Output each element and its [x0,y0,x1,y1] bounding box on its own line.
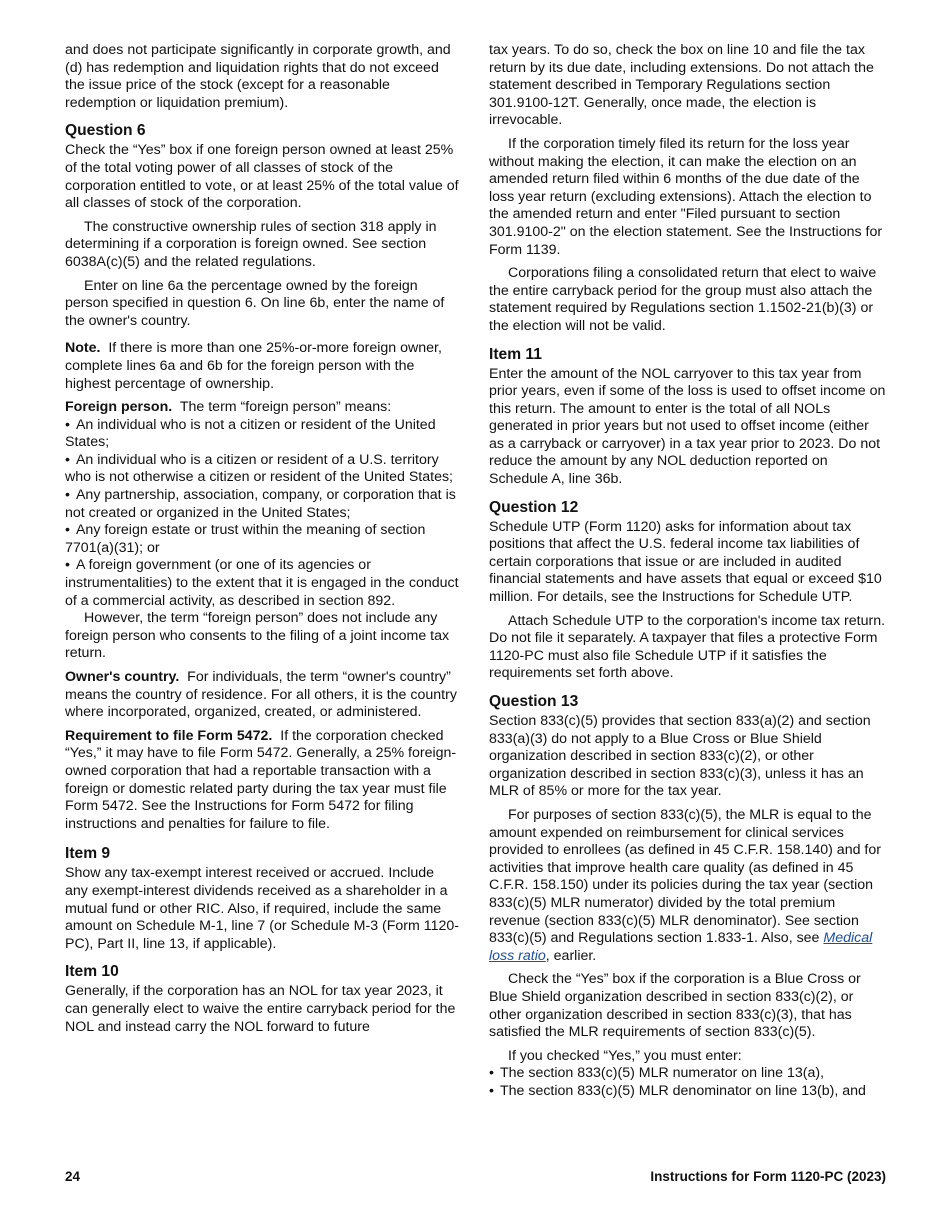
foreign-person-text: The term “foreign person” means: [179,399,392,416]
heading-item-9: Item 9 [65,845,111,863]
heading-question-13: Question 13 [489,693,579,710]
paragraph: Generally, if the corporation has an NOL for tax year 2023, it can generally elect to waive the entire carryback period for the NOL and instead carry the NOL forward to future [65,983,456,1035]
paragraph: If you checked “Yes,” you must enter: [508,1047,742,1064]
mlr-list [489,1065,886,1100]
note-paragraph [65,340,460,393]
list-item: • An individual who is not a citizen or resident of the United States; [65,417,460,452]
paragraph: Enter the amount of the NOL carryover to this tax year from prior years, even if some of the loss is used to offset income on this return. The amount to enter is the total of all NOLs generated in prior years but not used to offset income (either as a carryback or carryover) in a tax year prior to 2023. Do not reduce the amount by any NOL deduction reported on Schedule A, line 36b. [489,365,886,488]
paragraph: Schedule UTP (Form 1120) asks for information about tax positions that affect the U.S. federal income tax liabilities of certain corporations that issue or are included in audited financial statements and have assets that equal or exceed $10 million. For details, see the Instructions for Schedule UTP. [489,518,882,606]
requirement-text: If the corporation checked “Yes,” it may have to file Form 5472. Generally, a 25% foreign-owned corporation that had a reportable transaction with a foreign or domestic related party during the tax year must file Form 5472. See the Instructions for Form 5472 for filing instructions and penalties for failure to file. [65,727,457,832]
foreign-person-paragraph [65,399,460,417]
paragraph [489,807,886,965]
list-item: • An individual who is a citizen or resident of a U.S. territory who is not otherwise a citizen or resident of the United States; [65,452,460,487]
owners-country-label: Owner's country. [65,669,180,685]
paragraph: The constructive ownership rules of section 318 apply in determining if a corporation is foreign owned. See section 6038A(c)(5) and the related regulations. [65,218,437,270]
note-text: If there is more than one 25%-or-more foreign owner, complete lines 6a and 6b for the foreign person with the highest percentage of ownership. [65,340,442,392]
heading-question-12: Question 12 [489,498,579,516]
paragraph: Section 833(c)(5) provides that section 833(a)(2) and section 833(a)(3) do not apply to a Blue Cross or Blue Shield organization described in section 833(c)(2), or other organization described in section 833(c)(3), unless it has an MLR of 85% or more for the tax year. [489,713,871,800]
left-column [65,42,460,1042]
page-number: 24 [65,1169,81,1184]
owners-country-text: For individuals, the term “owner's country” means the country of residence. For all others, it is the country where incorporated, organized, created, or administered. [65,669,457,721]
list-item: • Any partnership, association, company, or corporation that is not created or organized in the United States; [65,487,460,522]
paragraph: and does not participate significantly in corporate growth, and (d) has redemption and liquidation rights that do not exceed the issue price of the stock (except for a reasonable redemption or liquidation premium). [65,42,451,111]
paragraph: However, the term “foreign person” does not include any foreign person who consents to the filing of a joint income tax return. [65,610,450,662]
heading-question-6: Question 6 [65,122,146,140]
requirement-label: Requirement to file Form 5472. [65,727,273,744]
list-item: • The section 833(c)(5) MLR numerator on line 13(a), [489,1065,886,1083]
foreign-person-list [65,417,460,611]
heading-item-10: Item 10 [65,963,119,981]
list-item: • A foreign government (or one of its agencies or instrumentalities) to the extent that it is engaged in the conduct of a commercial activity, as described in section 892. [65,557,460,610]
paragraph: Show any tax-exempt interest received or accrued. Include any exempt-interest dividends received as a shareholder in a mutual fund or other RIC. Also, if required, include the same amount on Schedule M-1, line 7 (or Schedule M-3 (Form 1120-PC), Part II, line 13, if applicable). [65,865,460,952]
right-column [489,42,886,1100]
heading-item-11: Item 11 [489,345,542,363]
mlr-text-end: , earlier. [545,947,597,964]
paragraph: Enter on line 6a the percentage owned by the foreign person specified in question 6. On line 6b, enter the name of the owner's country. [65,277,445,329]
document-title: Instructions for Form 1120-PC (2023) [650,1169,886,1184]
note-label: Note. [65,340,101,357]
foreign-person-label: Foreign person. [65,399,173,416]
owners-country-paragraph [65,669,460,722]
paragraph: Corporations filing a consolidated return that elect to waive the entire carryback period for the group must also attach the statement required by Regulations section 1.1502-21(b)(3) or the election will not be valid. [489,265,877,334]
paragraph: tax years. To do so, check the box on line 10 and file the tax return by its due date, including extensions. Do not attach the statement described in Temporary Regulations section 301.9100-12T. Generally, once made, the election is irrevocable. [489,42,874,129]
paragraph: Check the “Yes” box if one foreign person owned at least 25% of the total voting power of all classes of stock of the corporation entitled to vote, or at least 25% of the total value of all classes of stock of the corporation. [65,142,459,212]
paragraph: If the corporation timely filed its return for the loss year without making the election, it can make the election on an amended return filed within 6 months of the due date of the loss year return (excluding extensions). Attach the election to the amended return and enter "Filed pursuant to section 301.9100-2" on the election statement. See the Instructions for Form 1139. [489,135,883,258]
medical-loss-ratio-link[interactable]: Medical loss ratio [489,930,873,964]
paragraph: Check the “Yes” box if the corporation is a Blue Cross or Blue Shield organization described in section 833(c)(2), or other organization described in section 833(c)(3), that has satisfied the MLR requirements of section 833(c)(5). [489,971,861,1041]
mlr-text: For purposes of section 833(c)(5), the MLR is equal to the amount expended on reimbursement for clinical services provided to enrollees (as defined in 45 C.F.R. 158.140) and for activities that improve health care quality (as defined in 45 C.F.R. 158.150) under its policies during the tax year (section 833(c)(5) MLR numerator) divided by the total premium revenue (section 833(c)(5) MLR denominator). See section 833(c)(5) and Regulations section 1.833-1. Also, see [489,806,881,947]
paragraph: Attach Schedule UTP to the corporation's income tax return. Do not file it separately. A taxpayer that files a protective Form 1120-PC must also file Schedule UTP if it satisfies the requirements set forth above. [489,612,886,682]
requirement-paragraph [65,728,460,834]
list-item: • Any foreign estate or trust within the meaning of section 7701(a)(31); or [65,522,460,557]
list-item: • The section 833(c)(5) MLR denominator on line 13(b), and [489,1083,886,1101]
